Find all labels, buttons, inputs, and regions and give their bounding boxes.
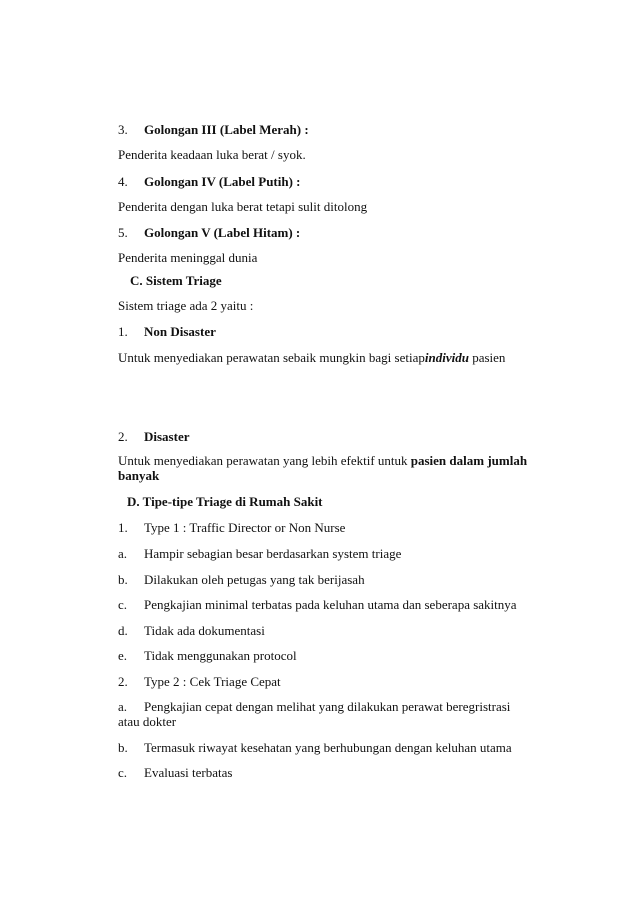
non-disaster-heading: 1. Non Disaster xyxy=(118,324,216,339)
type-2-heading: 2. Type 2 : Cek Triage Cepat xyxy=(118,674,281,689)
list-item: d. Tidak ada dokumentasi xyxy=(118,623,265,638)
disaster-desc: Untuk menyediakan perawatan yang lebih efektif untuk pasien dalam jumlah banyak xyxy=(118,453,528,483)
golongan-4-heading: 4. Golongan IV (Label Putih) : xyxy=(118,174,301,189)
list-item: c. Pengkajian minimal terbatas pada keluhan utama dan seberapa sakitnya xyxy=(118,597,517,612)
golongan-4-desc: Penderita dengan luka berat tetapi sulit ditolong xyxy=(118,199,368,214)
list-item: b. Termasuk riwayat kesehatan yang berhubungan dengan keluhan utama xyxy=(118,740,512,755)
list-item: e. Tidak menggunakan protocol xyxy=(118,648,297,663)
list-item: c. Evaluasi terbatas xyxy=(118,765,233,780)
section-c-heading: C. Sistem Triage xyxy=(130,273,222,288)
list-item: a. Hampir sebagian besar berdasarkan system triage xyxy=(118,546,402,561)
golongan-5-desc: Penderita meninggal dunia xyxy=(118,250,258,265)
golongan-3-desc: Penderita keadaan luka berat / syok. xyxy=(118,147,306,162)
list-item: b. Dilakukan oleh petugas yang tak berijasah xyxy=(118,572,365,587)
golongan-5-heading: 5. Golongan V (Label Hitam) : xyxy=(118,225,301,240)
list-item: a. Pengkajian cepat dengan melihat yang dilakukan perawat beregristrasi atau dokter xyxy=(118,699,511,729)
type-1-heading: 1. Type 1 : Traffic Director or Non Nurse xyxy=(118,520,346,535)
disaster-heading: 2. Disaster xyxy=(118,429,190,444)
section-c-intro: Sistem triage ada 2 yaitu : xyxy=(118,298,254,313)
golongan-3-heading: 3. Golongan III (Label Merah) : xyxy=(118,122,309,137)
non-disaster-desc: Untuk menyediakan perawatan sebaik mungkin bagi setiapindividu pasien xyxy=(118,350,506,365)
section-d-heading: D. Tipe-tipe Triage di Rumah Sakit xyxy=(127,494,323,509)
